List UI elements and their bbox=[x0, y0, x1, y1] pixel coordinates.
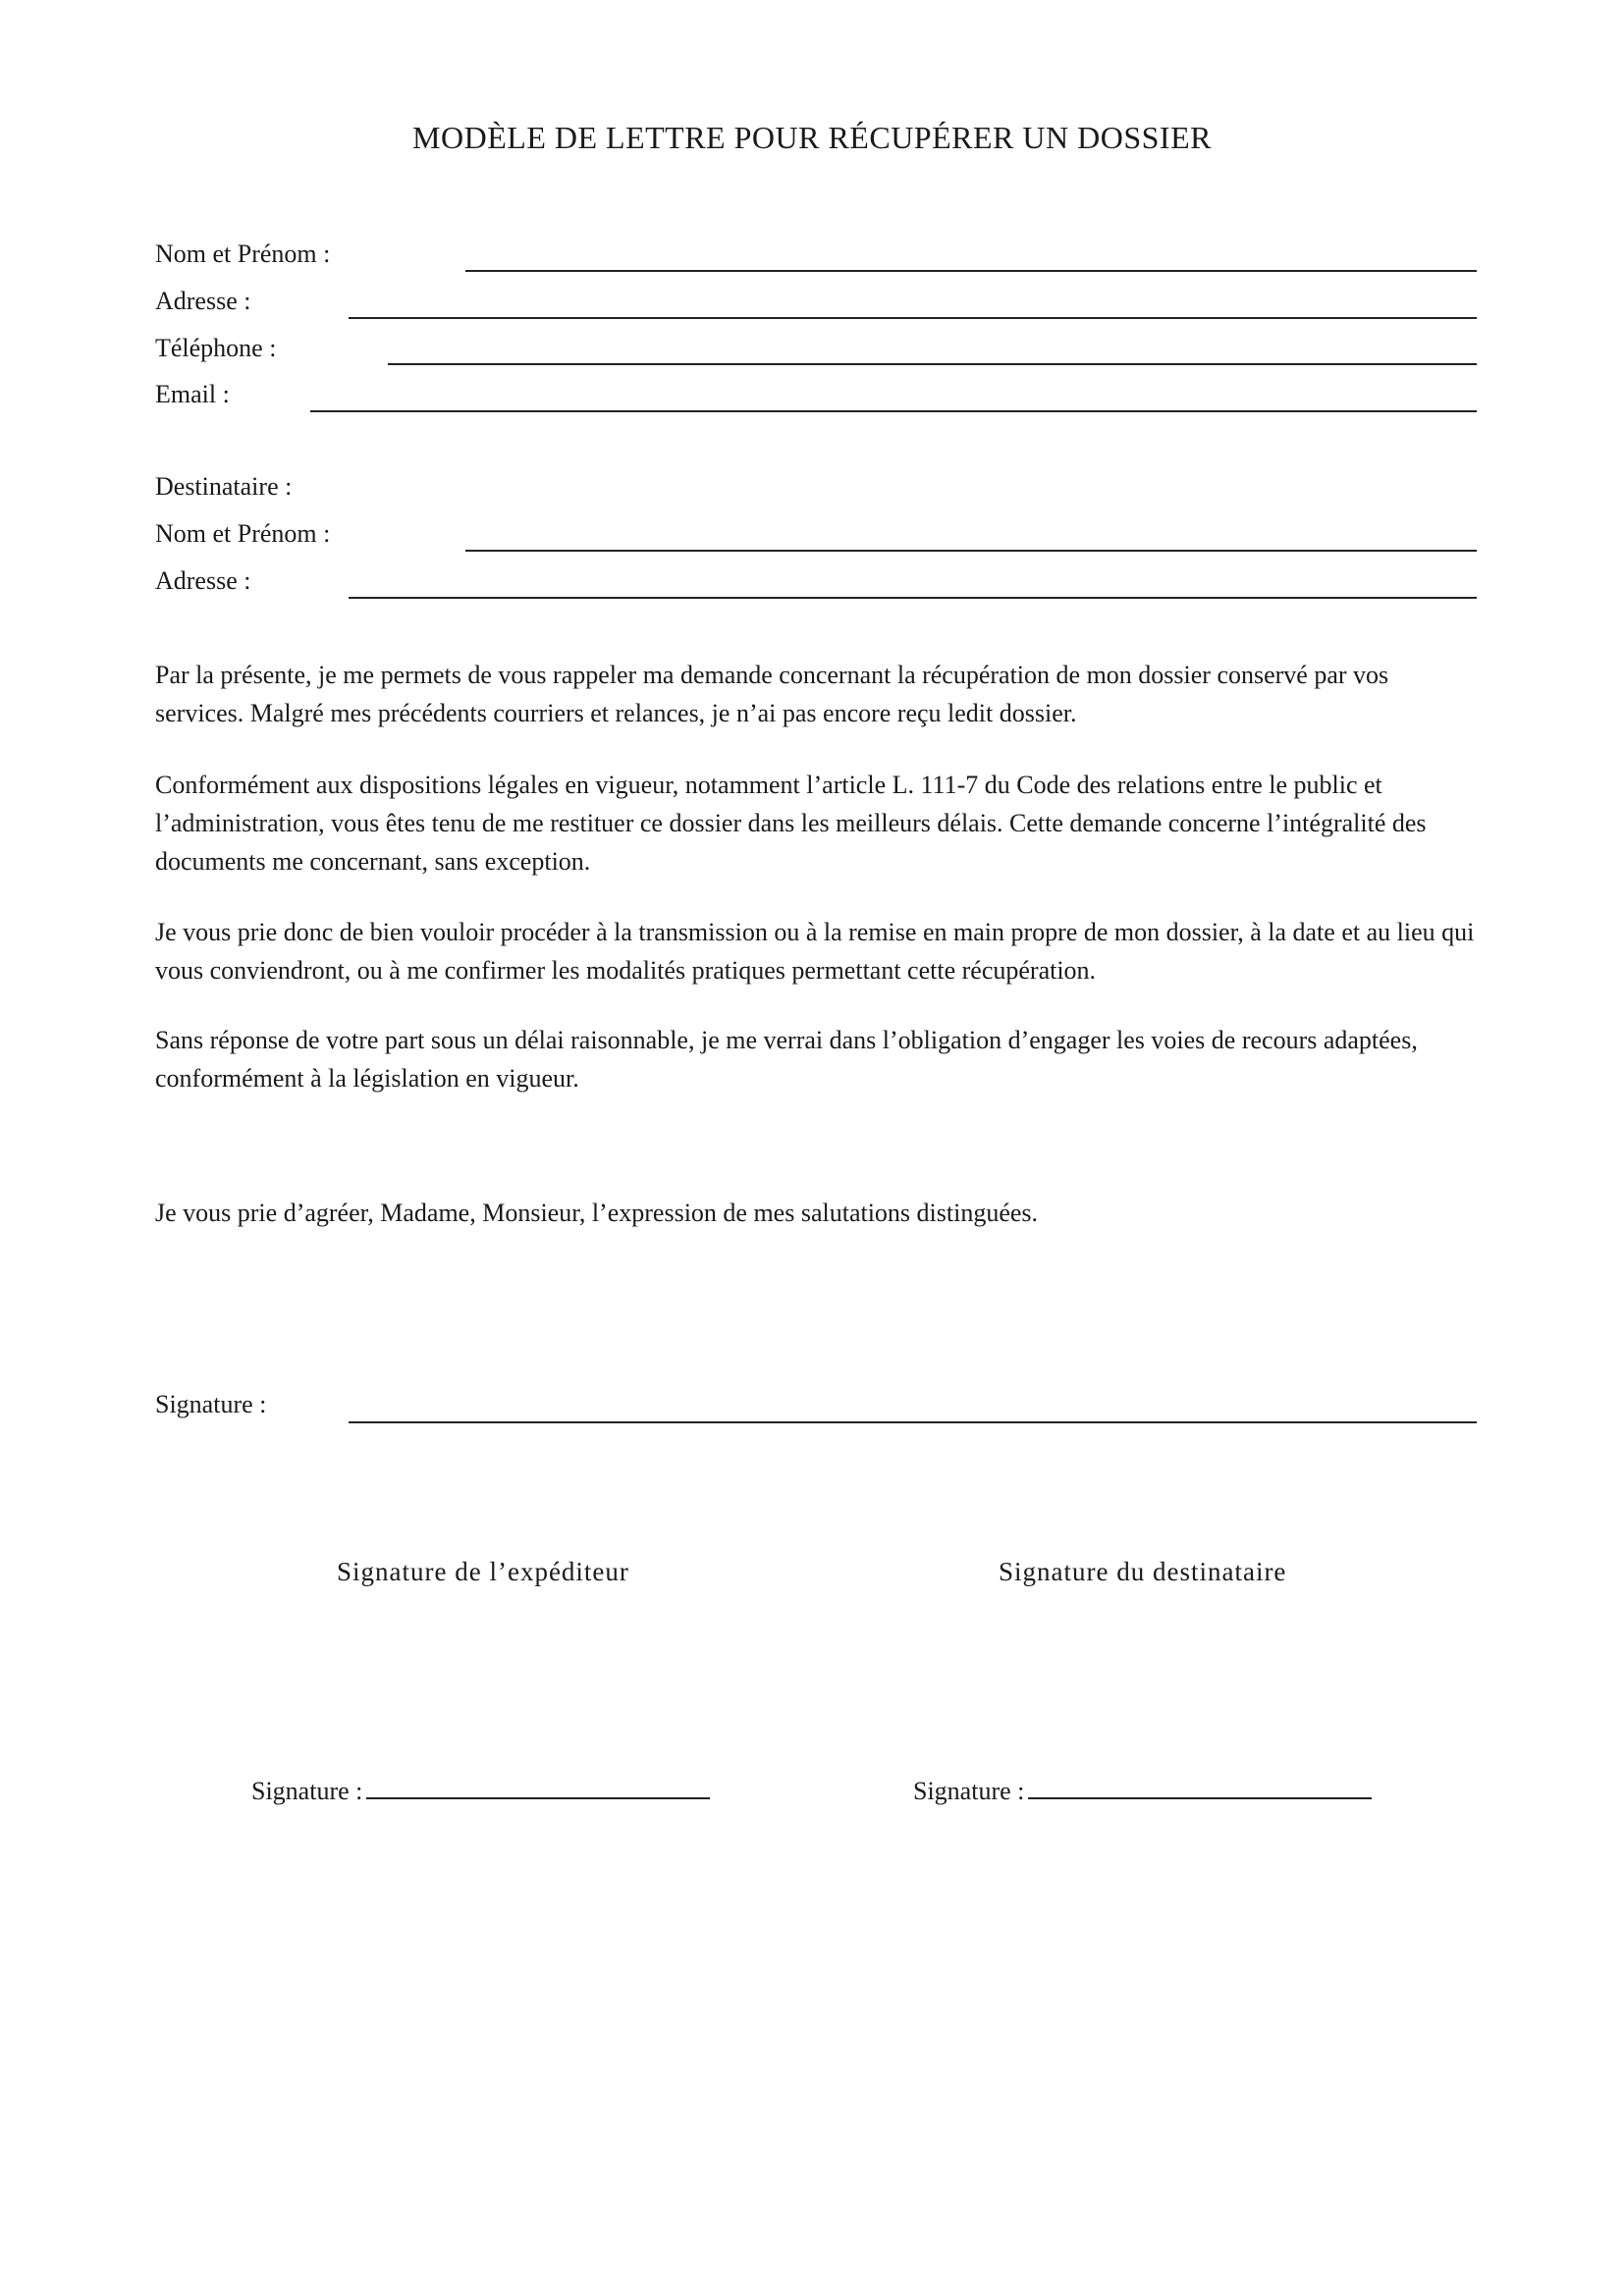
body-paragraph-4: Sans réponse de votre part sous un délai raisonnable, je me verrai dans l’obligation d’engager les voies de recours adaptées, conformément à la législation en vigueur. bbox=[155, 1026, 1418, 1093]
recipient-signature-blank[interactable] bbox=[1028, 1778, 1372, 1799]
sender-address-label: Adresse : bbox=[155, 287, 251, 315]
recipient-signature-line[interactable] bbox=[913, 1777, 1372, 1806]
recipient-heading: Destinataire : bbox=[155, 472, 293, 501]
sender-signature-line-label: Signature : bbox=[251, 1777, 363, 1805]
sender-signature-blank[interactable] bbox=[366, 1778, 710, 1799]
signature-field[interactable] bbox=[349, 1421, 1477, 1423]
sender-phone-label: Téléphone : bbox=[155, 334, 277, 362]
sender-email-field[interactable] bbox=[310, 410, 1477, 412]
recipient-signature-caption: Signature du destinataire bbox=[999, 1557, 1287, 1586]
sender-name-label: Nom et Prénom : bbox=[155, 240, 331, 268]
sender-phone-field[interactable] bbox=[388, 363, 1477, 365]
body-paragraph-3: Je vous prie donc de bien vouloir procéder à la transmission ou à la remise en main propre de mon dossier, à la date et au lieu qui vous conviendront, ou à me confirmer les modalités pratiques permettant cette récupération. bbox=[155, 918, 1475, 985]
body-paragraph-2: Conformément aux dispositions légales en vigueur, notamment l’article L. 111-7 du Code des relations entre le public et l’administration, vous êtes tenu de me restituer ce dossier dans les meilleurs délais. Cette demande concerne l’intégralité des documents me concernant, sans exception. bbox=[155, 771, 1427, 876]
sender-address-field[interactable] bbox=[349, 317, 1477, 319]
recipient-signature-line-label: Signature : bbox=[913, 1777, 1025, 1805]
recipient-address-field[interactable] bbox=[349, 597, 1477, 599]
closing-formula: Je vous prie d’agréer, Madame, Monsieur, l’expression de mes salutations distinguées. bbox=[155, 1199, 1039, 1227]
sender-email-label: Email : bbox=[155, 380, 230, 408]
recipient-address-label: Adresse : bbox=[155, 566, 251, 595]
sender-signature-caption: Signature de l’expéditeur bbox=[337, 1557, 629, 1586]
sender-signature-line[interactable] bbox=[251, 1777, 710, 1806]
body-paragraph-1: Par la présente, je me permets de vous rappeler ma demande concernant la récupération de mon dossier conservé par vos services. Malgré mes précédents courriers et relances, je n’ai pas encore reçu ledit dossier. bbox=[155, 661, 1389, 727]
page-title: MODÈLE DE LETTRE POUR RÉCUPÉRER UN DOSSIER bbox=[412, 120, 1212, 155]
sender-name-field[interactable] bbox=[465, 270, 1477, 272]
signature-label: Signature : bbox=[155, 1390, 267, 1418]
recipient-name-label: Nom et Prénom : bbox=[155, 519, 331, 548]
recipient-name-field[interactable] bbox=[465, 550, 1477, 552]
